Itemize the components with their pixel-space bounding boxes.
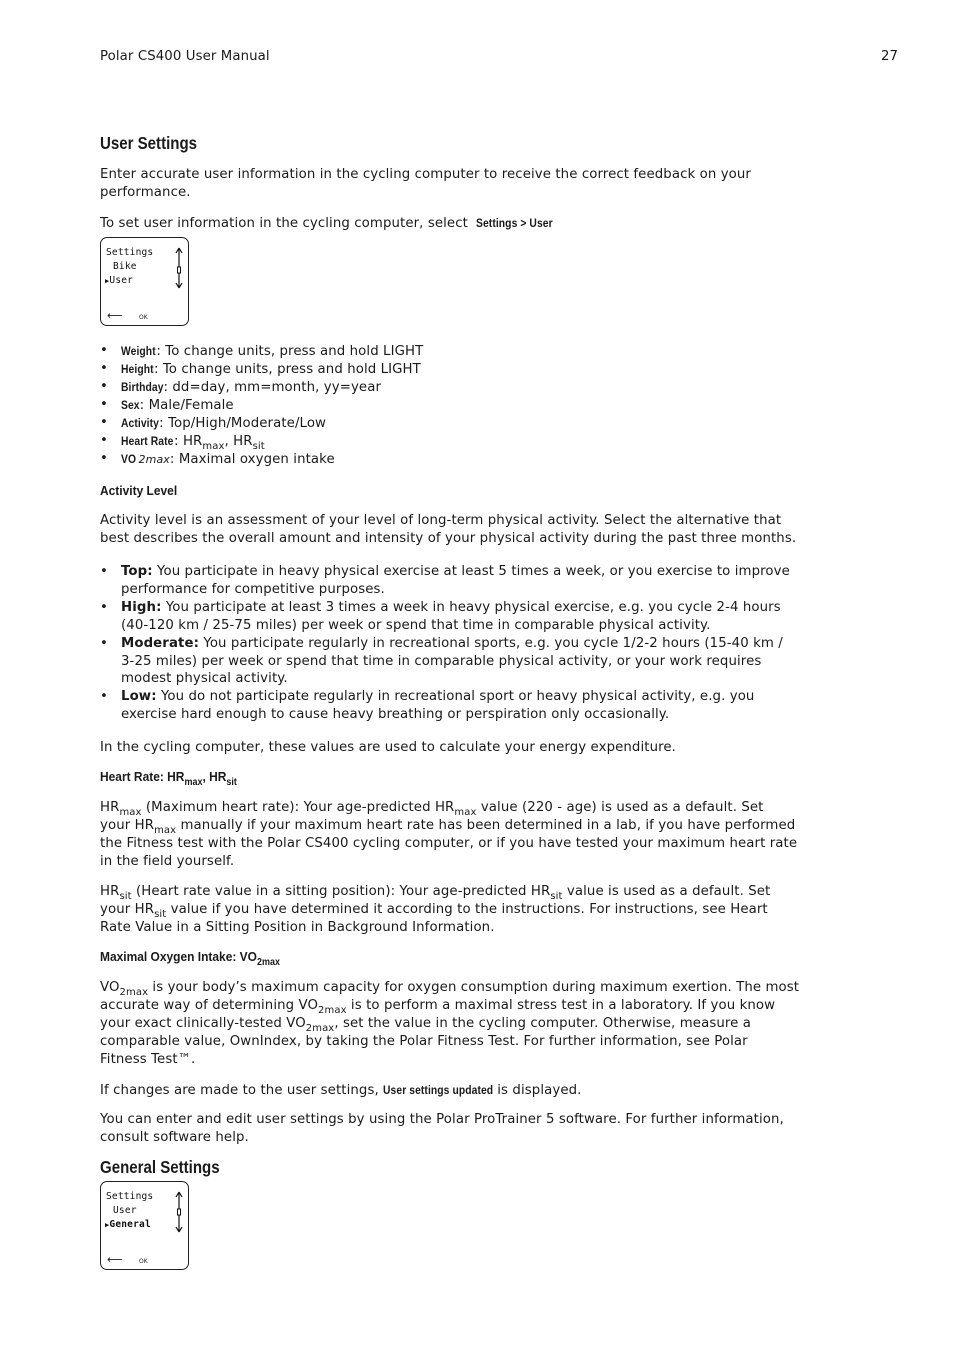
- hrmax-line-4: in the field yourself.: [100, 854, 235, 869]
- activity-moderate-cont-2: modest physical activity.: [121, 671, 288, 686]
- lcd-footer: [107, 1253, 148, 1266]
- activity-top-cont: performance for competitive purposes.: [121, 582, 385, 597]
- selection-arrow-icon: ▶: [105, 1221, 110, 1229]
- activity-low: Low: You do not participate regularly in recreational sport or heavy physical activity, e.g. you: [121, 689, 755, 704]
- lcd-footer: [107, 309, 148, 322]
- bullet-dot: •: [100, 689, 108, 704]
- bullet-dot: •: [100, 451, 108, 466]
- protrainer-line-2: consult software help.: [100, 1130, 249, 1145]
- bullet-birthday: Birthday: dd=day, mm=month, yy=year: [121, 380, 382, 395]
- hrmax-line-1: $HR_{max}$ (Maximum heart rate): Your age-predicted $HR_{max}$ value (220 - age) is used as a default. Set: [100, 800, 764, 818]
- bullet-dot: •: [100, 361, 108, 376]
- bullet-vo2: VO 2max: Maximal oxygen intake: [121, 452, 335, 467]
- intro-line-1: Enter accurate user information in the cycling computer to receive the correct feedback on your: [100, 167, 751, 182]
- device-display-general: [100, 1181, 189, 1270]
- vo2max-heading: Maximal Oxygen Intake: $VO_{2max}$: [100, 949, 280, 968]
- bullet-dot: •: [100, 415, 108, 430]
- back-icon: ⟵: [107, 309, 123, 322]
- lcd-line-1: Settings: [106, 247, 154, 258]
- scroll-arrows-icon: [175, 247, 183, 289]
- select-instruction: [100, 214, 565, 233]
- select-text: To set user information in the cycling computer, select: [100, 216, 468, 231]
- bullet-dot: •: [100, 433, 108, 448]
- hrsit-line-2: your $HR_{sit}$ value if you have determined it according to the instructions. For instructions, see Heart: [100, 902, 768, 920]
- user-settings-heading: User Settings: [100, 133, 198, 153]
- bullet-dot: •: [100, 600, 108, 615]
- activity-high: High: You participate at least 3 times a week in heavy physical exercise, e.g. you cycle 2-4 hours: [121, 600, 781, 615]
- activity-moderate-cont-1: 3-25 miles) per week or spend that time in comparable physical activity, or your work requires: [121, 654, 762, 669]
- back-icon: ⟵: [107, 1253, 123, 1266]
- activity-high-cont: (40-120 km / 25-75 miles) per week or spend that time in comparable physical activity.: [121, 618, 711, 633]
- bullet-dot: •: [100, 397, 108, 412]
- vo2-line-1: $VO_{2max}$ is your body’s maximum capacity for oxygen consumption during maximum exertion. The most: [100, 980, 800, 998]
- general-settings-heading: General Settings: [100, 1157, 220, 1177]
- ok-label: OK: [139, 1258, 148, 1265]
- select-path: Settings > User: [476, 216, 553, 230]
- intro-line-2: performance.: [100, 185, 191, 200]
- activity-level-heading: Activity Level: [100, 483, 178, 498]
- activity-p2: In the cycling computer, these values are used to calculate your energy expenditure.: [100, 740, 676, 755]
- running-header: Polar CS400 User Manual: [100, 49, 270, 64]
- hrmax-line-2: your $HR_{max}$ manually if your maximum heart rate has been determined in a lab, if you have performed: [100, 818, 796, 836]
- hrsit-line-3: Rate Value in a Sitting Position in Background Information.: [100, 920, 495, 935]
- bullet-dot: •: [100, 343, 108, 358]
- activity-top: Top: You participate in heavy physical exercise at least 5 times a week, or you exercise to improve: [121, 564, 790, 579]
- page-number: 27: [881, 49, 899, 64]
- bullet-dot: •: [100, 379, 108, 394]
- vo2-line-5: Fitness Test™.: [100, 1052, 196, 1067]
- lcd-line-2: User: [113, 1205, 137, 1216]
- bullet-dot: •: [100, 636, 108, 651]
- activity-p1-line-1: Activity level is an assessment of your level of long-term physical activity. Select the alternative that: [100, 513, 782, 528]
- hrsit-line-1: $HR_{sit}$ (Heart rate value in a sitting position): Your age-predicted $HR_{sit}$ value is used as a default. Set: [100, 884, 771, 902]
- bullet-weight: Weight: To change units, press and hold LIGHT: [121, 344, 424, 359]
- lcd-line-3: ▶General: [105, 1219, 151, 1230]
- activity-p1-line-2: best describes the overall amount and intensity of your physical activity during the past three months.: [100, 531, 797, 546]
- bullet-height: Height: To change units, press and hold LIGHT: [121, 362, 421, 377]
- scroll-arrows-icon: [175, 1191, 183, 1233]
- lcd-line-1: Settings: [106, 1191, 154, 1202]
- selection-arrow-icon: ▶: [105, 277, 110, 285]
- bullet-activity: Activity: Top/High/Moderate/Low: [121, 416, 327, 431]
- ok-label: OK: [139, 314, 148, 321]
- activity-moderate: Moderate: You participate regularly in recreational sports, e.g. you cycle 1/2-2 hours (15-40 km /: [121, 636, 783, 651]
- protrainer-line-1: You can enter and edit user settings by using the Polar ProTrainer 5 software. For further information,: [100, 1112, 784, 1127]
- vo2-line-3: your exact clinically-tested $VO_{2max}$, set the value in the cycling computer. Otherwise, measure a: [100, 1016, 752, 1034]
- hrmax-line-3: the Fitness test with the Polar CS400 cycling computer, or if you have tested your maximum heart rate: [100, 836, 798, 851]
- lcd-line-3: ▶User: [105, 275, 134, 286]
- heart-rate-heading: Heart Rate: $HR_{max}$, $HR_{sit}$: [100, 769, 237, 788]
- changes-note: If changes are made to the user settings, User settings updated is displayed.: [100, 1083, 582, 1098]
- activity-low-cont: exercise hard enough to cause heavy breathing or perspiration only occasionally.: [121, 707, 670, 722]
- lcd-line-2: Bike: [113, 261, 137, 272]
- vo2-line-4: comparable value, OwnIndex, by taking the Polar Fitness Test. For further information, see Polar: [100, 1034, 748, 1049]
- device-display-user: [100, 237, 189, 326]
- bullet-dot: •: [100, 564, 108, 579]
- bullet-heart-rate: Heart Rate: $HR_{max}$, $HR_{sit}$: [121, 434, 265, 452]
- vo2-line-2: accurate way of determining $VO_{2max}$ is to perform a maximal stress test in a laboratory. If you know: [100, 998, 776, 1016]
- bullet-sex: Sex: Male/Female: [121, 398, 234, 413]
